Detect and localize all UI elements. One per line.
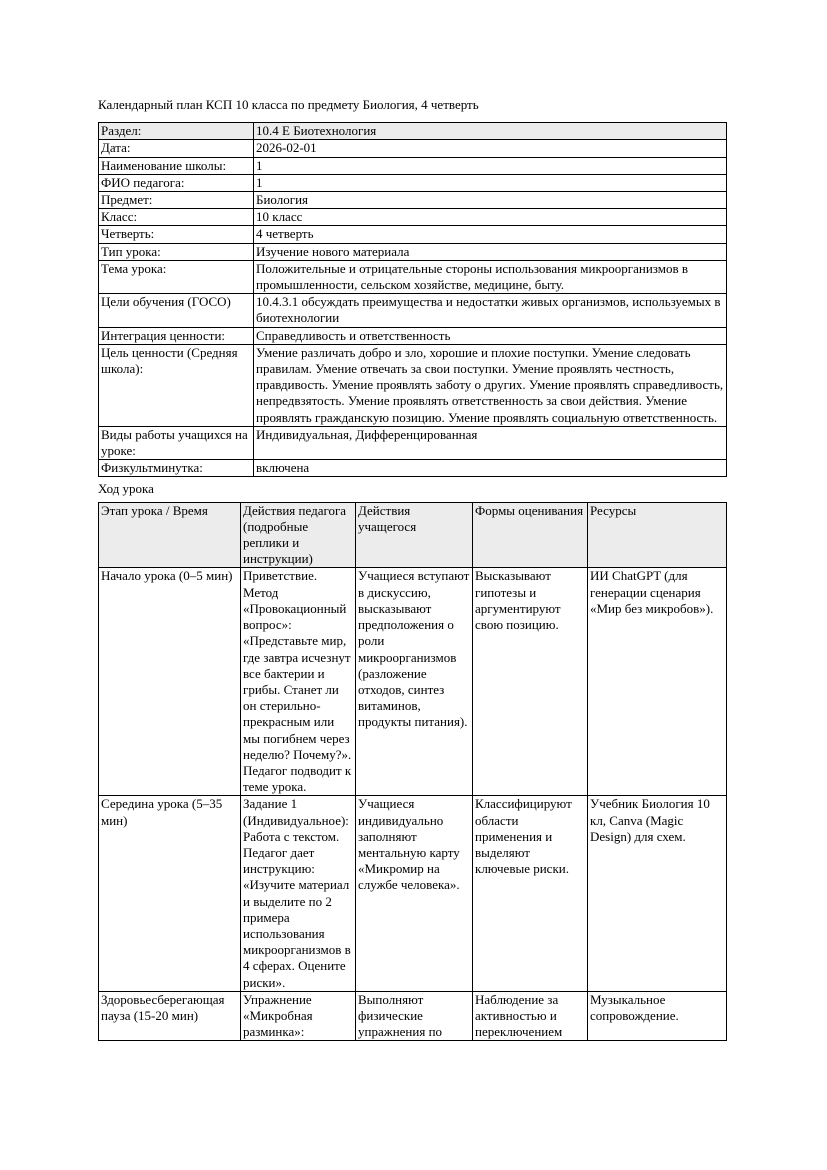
document-content [98, 97, 726, 1041]
cell-assessment: Высказывают гипотезы и аргументируют свою позицию. [473, 568, 588, 796]
table-row [99, 294, 727, 327]
table-row [99, 426, 727, 459]
col-header-student-actions: Действия учащегося [356, 502, 473, 568]
table-row [99, 460, 727, 477]
info-label: ФИО педагога: [99, 174, 254, 191]
lesson-info-table [98, 122, 727, 477]
info-value: 1 [254, 157, 727, 174]
info-value: Индивидуальная, Дифференцированная [254, 426, 727, 459]
col-header-teacher-actions: Действия педагога (подробные реплики и инструкции) [241, 502, 356, 568]
info-label: Раздел: [99, 123, 254, 140]
table-row [99, 796, 727, 991]
table-row-clipped [99, 991, 727, 1040]
col-header-stage: Этап урока / Время [99, 502, 241, 568]
info-value: 4 четверть [254, 226, 727, 243]
cell-stage: Середина урока (5–35 мин) [99, 796, 241, 991]
info-value: 1 [254, 174, 727, 191]
cell-resources: Учебник Биология 10 кл, Canva (Magic Design) для схем. [588, 796, 727, 991]
col-header-assessment: Формы оценивания [473, 502, 588, 568]
info-label: Виды работы учащихся на уроке: [99, 426, 254, 459]
table-row [99, 344, 727, 426]
cell-resources: ИИ ChatGPT (для генерации сценария «Мир без микробов»). [588, 568, 727, 796]
cell-resources: Музыкальное сопровождение. [588, 991, 727, 1040]
table-header-row [99, 502, 727, 568]
table-row [99, 226, 727, 243]
info-label: Предмет: [99, 192, 254, 209]
cell-assessment: Классифицируют области применения и выделяют ключевые риски. [473, 796, 588, 991]
info-label: Цель ценности (Средняя школа): [99, 344, 254, 426]
info-value: Справедливость и ответственность [254, 327, 727, 344]
section-heading: Ход урока [98, 481, 154, 497]
cell-teacher-actions: Приветствие. Метод «Провокационный вопрос»: «Представьте мир, где завтра исчезнут все бактерии и грибы. Станет ли он стерильно-прекрасным или мы погибнем через неделю? Почему?». Педагог подводит к теме урока. [241, 568, 356, 796]
info-value: 2026-02-01 [254, 140, 727, 157]
cell-stage: Начало урока (0–5 мин) [99, 568, 241, 796]
info-value: включена [254, 460, 727, 477]
table-row [99, 260, 727, 293]
cell-student-actions: Выполняют физические упражнения по [356, 991, 473, 1040]
table-row [99, 140, 727, 157]
info-value: 10.4 Е Биотехнология [254, 123, 727, 140]
info-label: Тип урока: [99, 243, 254, 260]
info-value: Положительные и отрицательные стороны использования микроорганизмов в промышленности, сельском хозяйстве, медицине, быту. [254, 260, 727, 293]
table-row [99, 568, 727, 796]
col-header-resources: Ресурсы [588, 502, 727, 568]
info-label: Цели обучения (ГОСО) [99, 294, 254, 327]
info-value: Умение различать добро и зло, хорошие и плохие поступки. Умение следовать правилам. Умение отвечать за свои поступки. Умение проявлять честность, правдивость. Умение проявлять заботу о других. Умение проявлять справедливость, непредвзятость. Умение проявлять ответственность за свои действия. Умение проявлять гражданскую позицию. Умение проявлять социальную ответственность. [254, 344, 727, 426]
table-row [99, 157, 727, 174]
info-label: Интеграция ценности: [99, 327, 254, 344]
cell-stage: Здоровьесберегающая пауза (15-20 мин) [99, 991, 241, 1040]
info-label: Тема урока: [99, 260, 254, 293]
table-row [99, 123, 727, 140]
table-row [99, 192, 727, 209]
info-value: 10.4.3.1 обсуждать преимущества и недостатки живых организмов, используемых в биотехнологии [254, 294, 727, 327]
cell-student-actions: Учащиеся индивидуально заполняют ментальную карту «Микромир на службе человека». [356, 796, 473, 991]
info-label: Четверть: [99, 226, 254, 243]
info-label: Наименование школы: [99, 157, 254, 174]
info-value: Изучение нового материала [254, 243, 727, 260]
lesson-course-table [98, 502, 727, 1041]
table-row [99, 209, 727, 226]
table-row [99, 174, 727, 191]
info-value: 10 класс [254, 209, 727, 226]
table-row [99, 243, 727, 260]
cell-teacher-actions: Упражнение «Микробная разминка»: [241, 991, 356, 1040]
cell-assessment: Наблюдение за активностью и переключением [473, 991, 588, 1040]
info-label: Дата: [99, 140, 254, 157]
info-label: Класс: [99, 209, 254, 226]
table-row [99, 327, 727, 344]
info-value: Биология [254, 192, 727, 209]
cell-student-actions: Учащиеся вступают в дискуссию, высказывают предположения о роли микроорганизмов (разложение отходов, синтез витаминов, продукты питания). [356, 568, 473, 796]
cell-teacher-actions: Задание 1 (Индивидуальное): Работа с текстом. Педагог дает инструкцию: «Изучите материал и выделите по 2 примера использования микроорганизмов в 4 сферах. Оцените риски». [241, 796, 356, 991]
page-title: Календарный план КСП 10 класса по предмету Биология, 4 четверть [98, 97, 479, 112]
info-label: Физкультминутка: [99, 460, 254, 477]
